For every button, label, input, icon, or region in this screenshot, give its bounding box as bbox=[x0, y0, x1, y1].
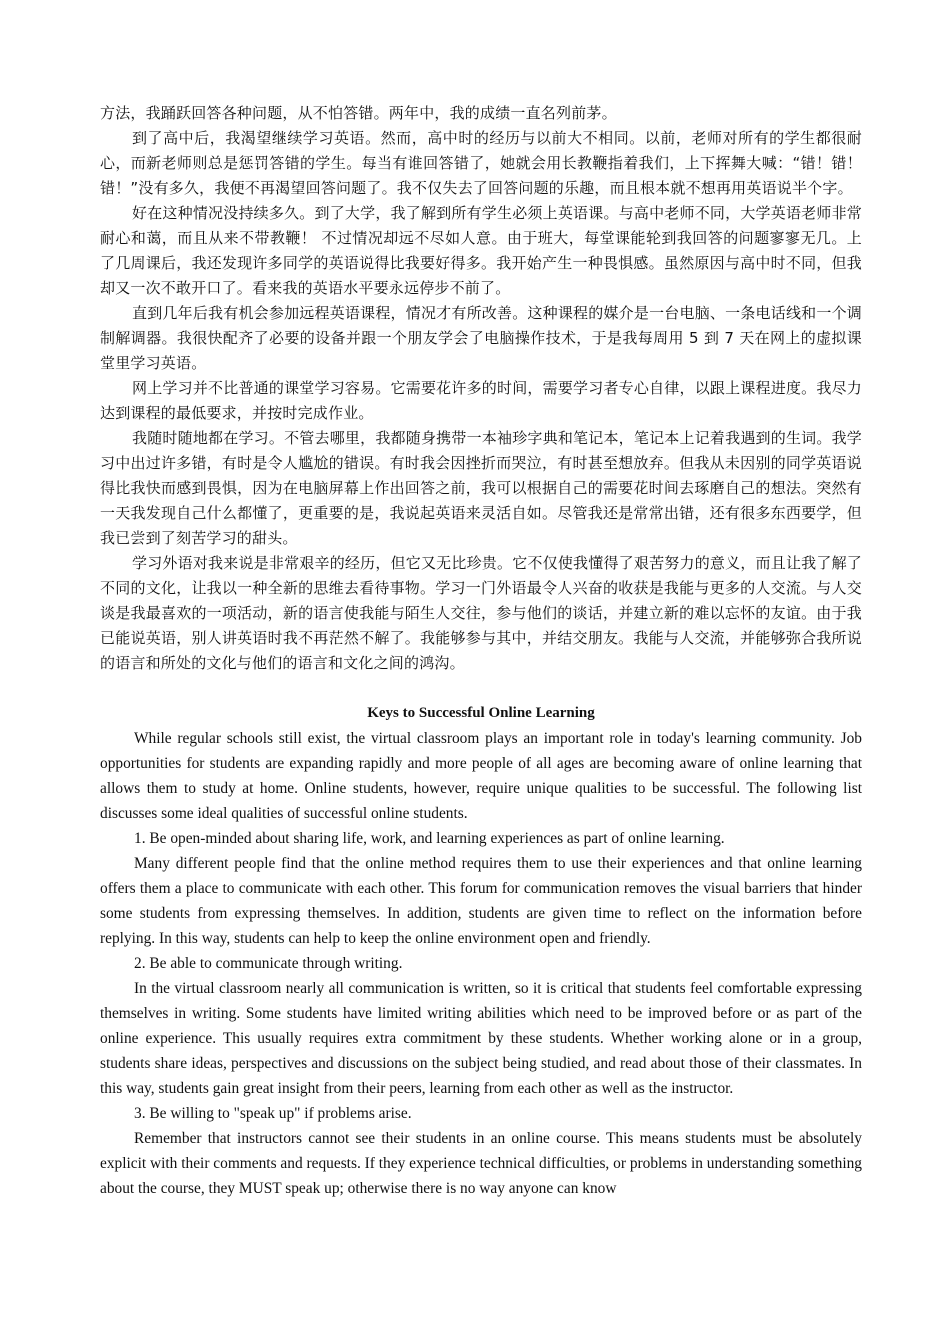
chinese-paragraph-2: 好在这种情况没持续多久。到了大学，我了解到所有学生必须上英语课。与高中老师不同，大学英语老师非常耐心和蔼，而且从来不带教鞭！ 不过情况却远不尽如人意。由于班大，每堂课能轮到我回答的问题寥寥无几。上了几周课后，我还发现许多同学的英语说得比我要好得多。我开始产生一种畏惧感。虽然原因与高中时不同，但我却又一次不敢开口了。看来我的英语水平要永远停步不前了。 bbox=[100, 204, 862, 297]
chinese-paragraph-1: 到了高中后，我渴望继续学习英语。然而，高中时的经历与以前大不相同。以前，老师对所有的学生都很耐心，而新老师则总是惩罚答错的学生。每当有谁回答错了，她就会用长教鞭指着我们，上下挥舞大喊：“错！错！错！”没有多久，我便不再渴望回答问题了。我不仅失去了回答问题的乐趣，而且根本就不想再用英语说半个字。 bbox=[100, 129, 862, 197]
chinese-paragraph-0: 方法，我踊跃回答各种问题，从不怕答错。两年中，我的成绩一直名列前茅。 bbox=[100, 104, 617, 122]
english-point-1-heading: 1. Be open-minded about sharing life, work, and learning experiences as part of online learning. bbox=[134, 830, 725, 847]
article-title: Keys to Successful Online Learning bbox=[367, 705, 595, 721]
chinese-paragraph-3: 直到几年后我有机会参加远程英语课程，情况才有所改善。这种课程的媒介是一台电脑、一条电话线和一个调制解调器。我很快配齐了必要的设备并跟一个朋友学会了电脑操作技术，于是我每周用 5 到 7 天在网上的虚拟课堂里学习英语。 bbox=[100, 304, 862, 372]
document-page bbox=[100, 101, 862, 1201]
chinese-paragraph-4: 网上学习并不比普通的课堂学习容易。它需要花许多的时间，需要学习者专心自律，以跟上课程进度。我尽力达到课程的最低要求，并按时完成作业。 bbox=[100, 379, 862, 422]
chinese-paragraph-5: 我随时随地都在学习。不管去哪里，我都随身携带一本袖珍字典和笔记本，笔记本上记着我遇到的生词。我学习中出过许多错，有时是令人尴尬的错误。有时我会因挫折而哭泣，有时甚至想放弃。但我从未因别的同学英语说得比我快而感到畏惧，因为在电脑屏幕上作出回答之前，我可以根据自己的需要花时间去琢磨自己的想法。突然有一天我发现自己什么都懂了，更重要的是，我说起英语来灵活自如。尽管我还是常常出错，还有很多东西要学，但我已尝到了刻苦学习的甜头。 bbox=[100, 429, 862, 547]
english-point-3-heading: 3. Be willing to "speak up" if problems arise. bbox=[134, 1105, 412, 1122]
english-paragraph-point-1: Many different people find that the online method requires them to use their experiences and that online learning offers them a place to communicate with each other. This forum for communication removes the visual barriers that hinder some students from expressing themselves. In addition, students are given time to reflect on the information before replying. In this way, students can help to keep the online environment open and friendly. bbox=[100, 855, 862, 947]
english-paragraph-point-2: In the virtual classroom nearly all communication is written, so it is critical that students feel comfortable expressing themselves in writing. Some students have limited writing abilities which need to be improved before or as part of the online experience. This usually requires extra commitment by these students. Whether working alone or in a group, students share ideas, perspectives and discussions on the subject being studied, and read about those of their classmates. In this way, students gain great insight from their peers, learning from each other as well as the instructor. bbox=[100, 980, 862, 1097]
english-paragraph-point-3: Remember that instructors cannot see their students in an online course. This means students must be absolutely explicit with their comments and requests. If they experience technical difficulties, or problems in understanding something about the course, they MUST speak up; otherwise there is no way anyone can know bbox=[100, 1130, 862, 1197]
english-paragraph-intro: While regular schools still exist, the virtual classroom plays an important role in today's learning community. Job opportunities for students are expanding rapidly and more people of all ages are becoming aware of online learning that allows them to study at home. Online students, however, require unique qualities to be successful. The following list discusses some ideal qualities of successful online students. bbox=[100, 730, 862, 822]
english-point-2-heading: 2. Be able to communicate through writing. bbox=[134, 955, 403, 972]
chinese-paragraph-6: 学习外语对我来说是非常艰辛的经历，但它又无比珍贵。它不仅使我懂得了艰苦努力的意义，而且让我了解了不同的文化，让我以一种全新的思维去看待事物。学习一门外语最令人兴奋的收获是我能与更多的人交流。与人交谈是我最喜欢的一项活动，新的语言使我能与陌生人交往，参与他们的谈话，并建立新的难以忘怀的友谊。由于我已能说英语，别人讲英语时我不再茫然不解了。我能够参与其中，并结交朋友。我能与人交流，并能够弥合我所说的语言和所处的文化与他们的语言和文化之间的鸿沟。 bbox=[100, 554, 862, 672]
